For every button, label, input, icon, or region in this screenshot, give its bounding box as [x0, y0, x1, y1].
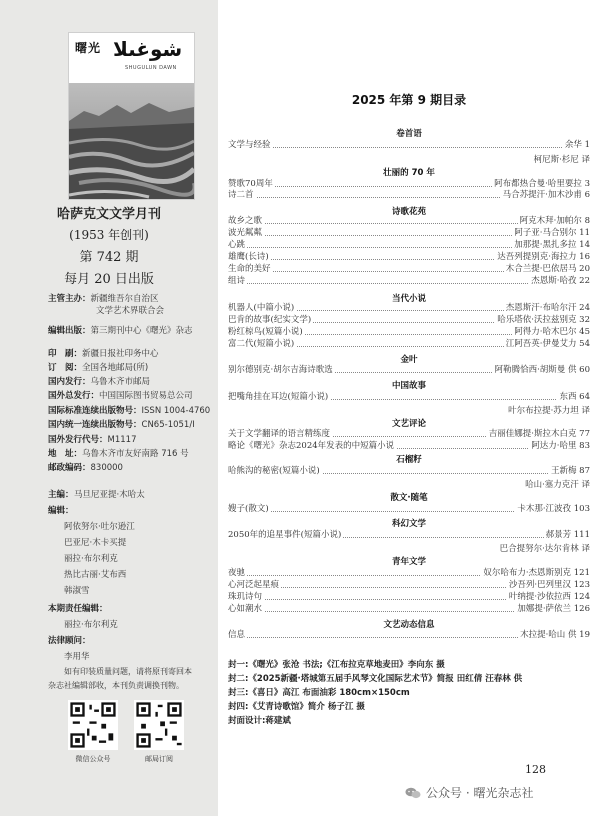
toc-entry: 心如潮水 加娜提·萨依兰 126 — [228, 604, 590, 614]
toc-entry: 夜驰 奴尔哈布力·杰恩斯别克 121 — [228, 568, 590, 578]
issue-number: 第 742 期 — [79, 250, 139, 265]
info-line: 国外总发行：中国国际图书贸易总公司 — [48, 391, 193, 401]
wechat-watermark — [405, 784, 533, 801]
publish-schedule: 每月 20 日出版 — [64, 272, 154, 287]
editor-name: 巴亚尼·木卡买提 — [64, 538, 127, 548]
toc-entry: 别尔德别克·胡尔吉海诗歌选 阿勒腾恰西·胡斯曼 供 60 — [228, 365, 590, 375]
toc-section-heading: 诗歌花苑 — [391, 207, 426, 217]
cover-title-cn: 曙光 — [75, 41, 102, 55]
toc-entry: 富二代(短篇小说) 江阿吾英·伊曼艾力 54 — [228, 339, 590, 349]
toc-section-heading: 文艺评论 — [391, 419, 426, 429]
info-line: 国外发行代号：M1117 — [48, 435, 137, 445]
info-line: 文学艺术界联合会 — [96, 306, 165, 316]
editor-name: 韩淑雪 — [64, 586, 90, 596]
responsible-editor-label: 本期责任编辑： — [48, 604, 108, 614]
notice-line: 如有印装质量问题，请将原刊寄回本 — [64, 667, 192, 676]
toc-entry: 略论《曙光》杂志2024年发表的中短篇小说 阿达力·哈里 83 — [228, 441, 590, 451]
editor-name: 阿依努尔·吐尔逊江 — [64, 522, 135, 532]
wechat-qr-code — [68, 700, 118, 750]
responsible-editor-name: 丽拉·布尔利克 — [64, 620, 118, 630]
cover-masthead — [69, 33, 194, 83]
magazine-cover — [68, 32, 195, 200]
legal-advisor-label: 法律顾问： — [48, 636, 91, 646]
toc-entry: 故乡之歌 阿克木拜·加帕尔 8 — [228, 216, 590, 226]
toc-section-heading: 金叶 — [400, 355, 418, 365]
post-subscription-qr-label: 邮局订阅 — [145, 755, 173, 763]
toc-section-heading: 石榴籽 — [396, 455, 422, 465]
toc-translator: 哈山·塞力克汗 译 — [525, 480, 590, 490]
info-line: 订 阅：全国各地邮局(所) — [48, 363, 149, 373]
toc-entry: 粉红椋鸟(短篇小说) 阿得力·哈木巴尔 45 — [228, 327, 590, 337]
toc-entry: 把嘴角挂在耳边(短篇小说) 东西 64 — [228, 392, 590, 402]
toc-title: 2025 年第 9 期目录 — [351, 93, 467, 107]
toc-entry: 珠玑诗句 叶纳提·沙依拉西 124 — [228, 592, 590, 602]
toc-section-heading: 青年文学 — [391, 557, 426, 567]
info-line: 国内发行：乌鲁木齐市邮局 — [48, 377, 151, 387]
info-line: 编辑出版：第三期刊中心《曙光》杂志 — [48, 326, 193, 336]
toc-translator: 柯尼斯·杉尼 译 — [533, 155, 590, 165]
toc-section-heading: 卷首语 — [396, 129, 422, 139]
magazine-name: 哈萨克文文学月刊 — [56, 207, 161, 222]
cover-title-ug: شوغىلا — [113, 37, 183, 61]
toc-section-heading: 科幻文学 — [391, 519, 426, 529]
cover-credit: 封三:《喜日》高江 布面油彩 180cm×150cm — [228, 688, 410, 698]
toc-entry: 波光粼粼 阿子亚·马合别尔 11 — [228, 228, 590, 238]
editor-name: 丽拉·布尔利克 — [64, 554, 118, 564]
cover-title-en: SHUGULUN DAWN — [125, 65, 177, 71]
editors-label: 编辑： — [48, 506, 74, 516]
wechat-qr-label: 微信公众号 — [75, 755, 111, 763]
cover-credit: 封四:《艾青诗歌馆》简介 杨子江 摄 — [228, 702, 365, 712]
toc-entry: 生命的美好 木合兰提·巴依居马 20 — [228, 264, 590, 274]
toc-entry: 机器人(中篇小说) 杰恩斯汗·布哈尔汗 24 — [228, 303, 590, 313]
toc-entry: 2050年的追星事件(短篇小说) 郝景芳 111 — [228, 530, 590, 540]
cover-credit: 封面设计:蒋建斌 — [228, 716, 291, 726]
toc-section-heading: 散文·随笔 — [390, 493, 428, 503]
info-line: 国内统一连续出版物号：CN65-1051/I — [48, 420, 195, 430]
toc-translator: 巴合提努尔·达尔肯林 译 — [499, 544, 590, 554]
editor-name: 热比古丽·艾布西 — [64, 570, 127, 580]
post-subscription-qr-code — [134, 700, 184, 750]
toc-entry: 嫂子(散文) 卡木那·江波孜 103 — [228, 504, 590, 514]
cover-credit: 封一:《曙光》张沧 书法;《江布拉克草地麦田》李向东 摄 — [228, 660, 445, 670]
toc-entry: 心跳 加那提·黑扎多拉 14 — [228, 240, 590, 250]
toc-section-heading: 当代小说 — [391, 294, 426, 304]
info-line: 邮政编码：830000 — [48, 463, 123, 473]
toc-section-heading: 文艺动态信息 — [383, 620, 435, 630]
chief-editor-name: 马旦尼亚提·木哈太 — [74, 490, 145, 500]
toc-entry: 哈熊沟的秘密(短篇小说) 王新梅 87 — [228, 466, 590, 476]
chief-editor-label: 主编： — [48, 490, 74, 500]
toc-entry: 组诗 杰恩斯·哈孜 22 — [228, 276, 590, 286]
toc-entry: 赞歌70周年 阿布都热合曼·哈里要拉 3 — [228, 179, 590, 189]
cover-credit: 封二:《2025新疆·塔城第五届手风琴文化国际艺术节》简报 田红倩 汪春林 供 — [228, 674, 523, 684]
wechat-icon — [405, 787, 421, 799]
page-number: 128 — [525, 763, 546, 776]
toc-entry: 心河泛起星痕 沙吾列·巴列里汉 123 — [228, 580, 590, 590]
toc-entry: 巴肯的故事(纪实文学) 哈乐塔依·沃拉兹别克 32 — [228, 315, 590, 325]
info-line: 地 址：乌鲁木齐市友好南路 716 号 — [48, 449, 189, 459]
info-line: 国际标准连续出版物号：ISSN 1004-4760 — [48, 406, 211, 416]
cover-landscape-photo — [69, 83, 194, 199]
info-line: 印 刷：新疆日报社印务中心 — [48, 349, 159, 359]
toc-section-heading: 中国故事 — [391, 381, 426, 391]
toc-translator: 叶尔布拉提·苏力坦 译 — [508, 406, 590, 416]
toc-entry: 关于文学翻译的语言精练度 吉丽佳娜提·斯拉木白克 77 — [228, 429, 590, 439]
toc-entry: 信息 木拉提·哈山 供 19 — [228, 630, 590, 640]
toc-entry: 雄鹰(长诗) 达吾列提别克·海拉力 16 — [228, 252, 590, 262]
toc-section-heading: 壮丽的 70 年 — [383, 168, 435, 178]
toc-entry: 诗二首 马合苏提汗·加木沙甫 6 — [228, 190, 590, 200]
founded-year: (1953 年创刊) — [69, 228, 149, 242]
info-line: 主管主办：新疆维吾尔自治区 — [48, 294, 159, 304]
toc-entry: 文学与经验 余华 1 — [228, 140, 590, 150]
watermark-text: 公众号 · 曙光杂志社 — [426, 786, 534, 800]
notice-line: 杂志社编辑部收，本刊负责调换刊物。 — [48, 681, 184, 690]
legal-advisor-name: 李用华 — [64, 652, 90, 662]
